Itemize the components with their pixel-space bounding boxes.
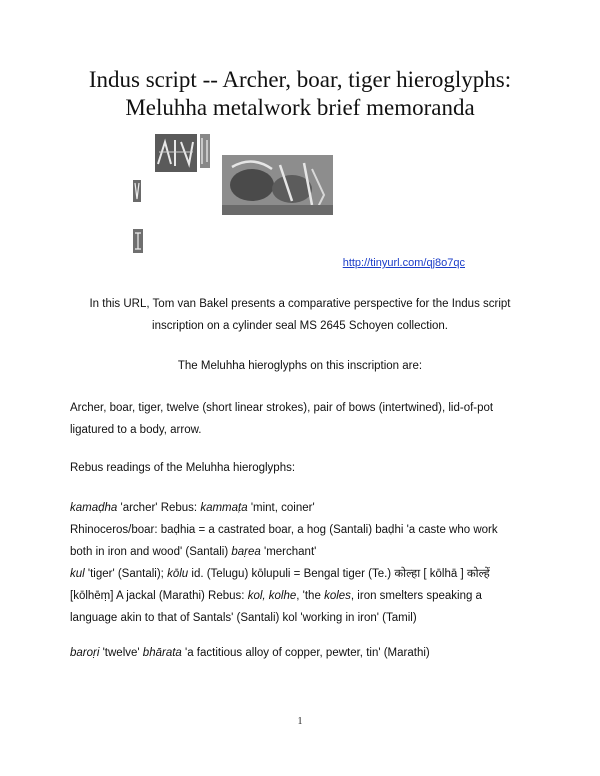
title-line-2: Meluhha metalwork brief memoranda [125, 95, 475, 120]
boar-text: both in iron and wood' (Santali) [70, 546, 232, 558]
entry-baro [70, 642, 540, 664]
kolu-gloss: id. (Telugu) kōlupuli = Bengal tiger (Te.) कोल्हा [ kōlhā ] कोल्हें [188, 568, 490, 580]
entry-kol-line-2: language akin to that of Santals' (Santali) kol 'working in iron' (Tamil) [70, 612, 417, 624]
page-number: 1 [297, 716, 303, 727]
intro-paragraph [60, 293, 540, 337]
hieroglyph-list-line-1: Archer, boar, tiger, twelve (short linear strokes), pair of bows (intertwined), lid-of-pot [70, 402, 494, 414]
glyph-image-2 [133, 229, 143, 253]
hieroglyph-list-line-2: ligatured to a body, arrow. [70, 424, 202, 436]
term-kamadha: kamaḍha [70, 502, 118, 514]
rebus-heading: Rebus readings of the Meluhha hieroglyphs: [70, 462, 296, 474]
term-barea: baṛea [231, 546, 261, 558]
kolhem-text: [kōlhēṃ] A jackal (Marathi) Rebus: [70, 590, 248, 602]
kul-gloss: 'tiger' (Santali); [84, 568, 168, 580]
entry-boar-line-2 [70, 541, 540, 563]
seal-fragment-image [155, 134, 197, 172]
gloss-kamadha: 'archer' Rebus: [117, 502, 201, 514]
koles-gloss: , iron smelters speaking a [350, 590, 482, 602]
rebus-kammata: kammaṭa [200, 502, 248, 514]
term-koles: koles [324, 590, 351, 602]
entry-kamadha [70, 497, 540, 519]
glyph-image-1 [133, 180, 141, 202]
cylinder-seal-impression-image [222, 155, 333, 215]
term-bharata: bhārata [142, 647, 182, 659]
intro-line-1: In this URL, Tom van Bakel presents a comparative perspective for the Indus script [89, 298, 511, 310]
term-kolu: kōlu [167, 568, 189, 580]
tinyurl-link[interactable]: http://tinyurl.com/qj8o7qc [342, 257, 465, 269]
bharata-gloss: 'a factitious alloy of copper, pewter, tin' (Marathi) [181, 647, 430, 659]
term-kul: kul [70, 568, 85, 580]
meaning-barea: 'merchant' [260, 546, 317, 558]
barori-gloss: 'twelve' [99, 647, 143, 659]
term-kol-kolhe: kol, kolhe [247, 590, 297, 602]
entry-boar-line-1: Rhinoceros/boar: baḍhia = a castrated boar, a hog (Santali) baḍhi 'a caste who work [70, 524, 498, 536]
intro-line-2: inscription on a cylinder seal MS 2645 Schoyen collection. [152, 320, 448, 332]
title-line-1: Indus script -- Archer, boar, tiger hieroglyphs: [88, 67, 512, 92]
hieroglyphs-heading: The Meluhha hieroglyphs on this inscription are: [177, 360, 423, 372]
rebus-entries [70, 497, 540, 629]
hieroglyph-list-paragraph [70, 397, 540, 441]
meaning-kammata: 'mint, coiner' [247, 502, 315, 514]
entry-kol-line [70, 585, 540, 607]
term-barori: baroṛi [70, 647, 100, 659]
document-title [40, 66, 560, 122]
kol-quote: , 'the [296, 590, 325, 602]
entry-kul-line [70, 563, 540, 585]
seal-fragment-small-image [200, 134, 210, 168]
